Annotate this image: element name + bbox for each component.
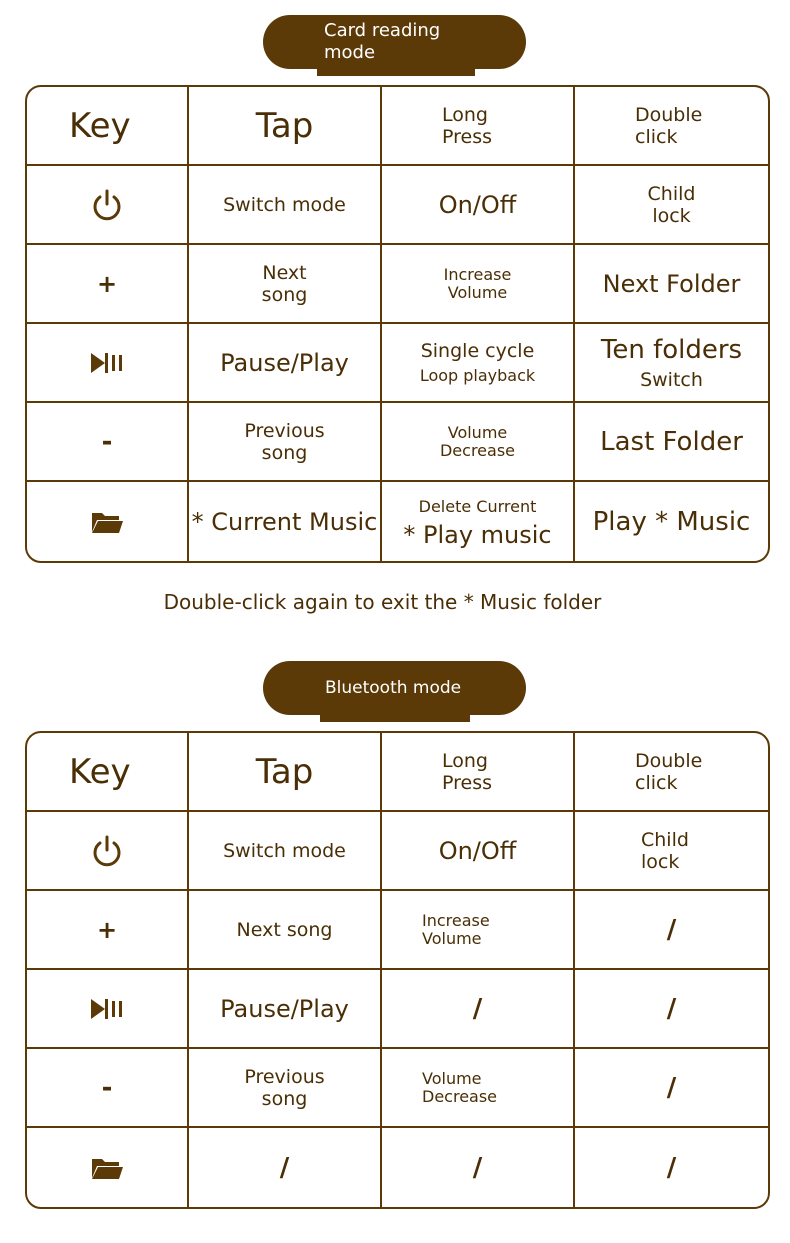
card-mode-note: Double-click again to exit the * Music folder	[163, 590, 602, 614]
table-row	[27, 1128, 768, 1207]
cell-tap: Previous song	[189, 403, 382, 482]
cell-tap: /	[189, 1128, 382, 1207]
cell-double-click: /	[575, 1049, 768, 1128]
cell-long-press-sub: * Play music	[403, 520, 552, 549]
cell-double-click: Last Folder	[575, 403, 768, 482]
header-long-press: Long Press	[382, 87, 575, 166]
cell-tap: Switch mode	[189, 166, 382, 245]
cell-long-press: /	[382, 1128, 575, 1207]
cell-long-press: On/Off	[382, 166, 575, 245]
cell-tap: Pause/Play	[189, 324, 382, 403]
folder-icon	[27, 1128, 189, 1207]
header-key: Key	[27, 87, 189, 166]
cell-long-press-main: Delete Current	[418, 496, 537, 516]
table-row	[27, 324, 768, 403]
power-icon	[27, 166, 189, 245]
cell-long-press	[382, 324, 575, 403]
cell-tap: Next song	[189, 891, 382, 970]
cell-long-press-main: Single cycle	[420, 340, 535, 362]
folder-icon	[27, 482, 189, 561]
table-row	[27, 891, 768, 970]
play-pause-icon	[27, 324, 189, 403]
header-tap: Tap	[189, 733, 382, 812]
table-row	[27, 970, 768, 1049]
power-icon	[27, 812, 189, 891]
cell-long-press: Volume Decrease	[382, 1049, 575, 1128]
plus-icon: +	[27, 891, 189, 970]
minus-icon: -	[27, 403, 189, 482]
cell-double-click: Child lock	[575, 166, 768, 245]
cell-long-press: On/Off	[382, 812, 575, 891]
plus-icon: +	[27, 245, 189, 324]
cell-tap: Switch mode	[189, 812, 382, 891]
cell-double-click: Play * Music	[592, 506, 751, 537]
table-header-row	[27, 733, 768, 812]
cell-double-click-sub: Switch	[640, 368, 703, 391]
bluetooth-mode-title: Bluetooth mode	[325, 678, 462, 698]
cell-tap: Pause/Play	[189, 970, 382, 1049]
card-mode-title-badge	[263, 15, 526, 69]
header-key: Key	[27, 733, 189, 812]
bluetooth-mode-title-badge	[263, 661, 526, 715]
header-double-click: Double click	[575, 87, 768, 166]
header-double-click: Double click	[575, 733, 768, 812]
cell-double-click: Next Folder	[575, 245, 768, 324]
card-mode-table	[25, 85, 770, 563]
cell-double-click: /	[575, 970, 768, 1049]
table-header-row	[27, 87, 768, 166]
card-mode-title: Card reading mode	[324, 20, 441, 63]
cell-long-press: Volume Decrease	[382, 403, 575, 482]
cell-tap: * Current Music	[189, 482, 382, 561]
cell-long-press	[382, 482, 575, 561]
cell-tap: Previous song	[189, 1049, 382, 1128]
play-pause-icon	[27, 970, 189, 1049]
cell-double-click	[575, 324, 768, 403]
header-tap: Tap	[189, 87, 382, 166]
cell-long-press: /	[382, 970, 575, 1049]
cell-long-press: Increase Volume	[382, 891, 575, 970]
table-row	[27, 482, 768, 561]
cell-double-click: /	[575, 891, 768, 970]
minus-icon: -	[27, 1049, 189, 1128]
badge-tab	[317, 68, 475, 76]
cell-double-click: /	[666, 1152, 677, 1183]
cell-long-press: Increase Volume	[382, 245, 575, 324]
table-row	[27, 812, 768, 891]
table-row	[27, 403, 768, 482]
cell-long-press-sub: Loop playback	[419, 366, 536, 385]
cell-double-click-main: Ten folders	[600, 334, 743, 365]
bluetooth-mode-table	[25, 731, 770, 1209]
cell-double-click: Child lock	[575, 812, 768, 891]
table-row	[27, 1049, 768, 1128]
header-long-press: Long Press	[382, 733, 575, 812]
badge-tab	[320, 714, 470, 722]
table-row	[27, 166, 768, 245]
table-row	[27, 245, 768, 324]
cell-tap: Next song	[189, 245, 382, 324]
